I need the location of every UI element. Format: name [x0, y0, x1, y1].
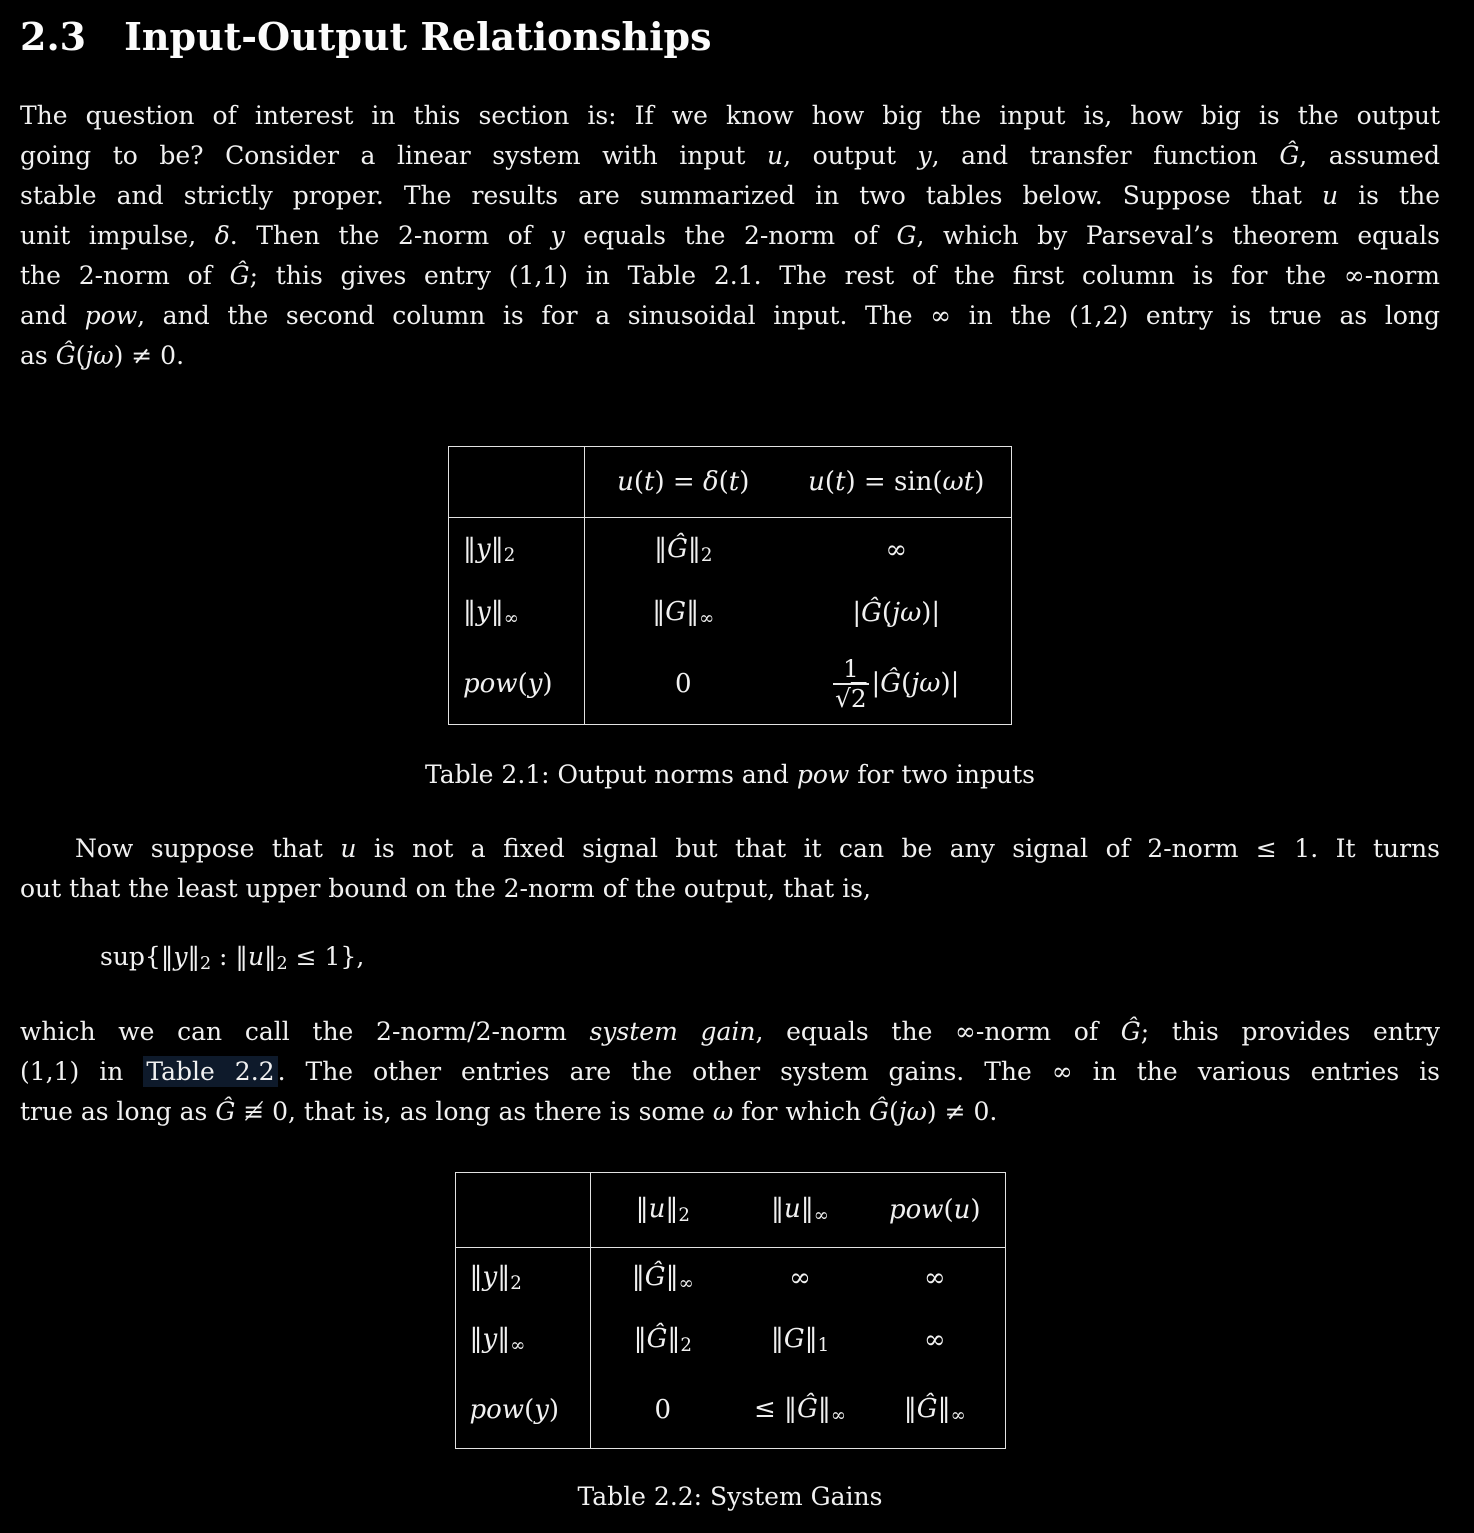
- table-2-2: [455, 1172, 1006, 1449]
- text-line: [20, 216, 1440, 256]
- table-row: [455, 1172, 1005, 1247]
- text-segment: , output: [783, 141, 918, 170]
- table-cell: [590, 1308, 735, 1372]
- text-segment: 1: [842, 653, 859, 683]
- text-segment: Ĝ: [644, 1261, 666, 1292]
- text-segment: ‖: [687, 534, 701, 564]
- text-segment: unit impulse,: [20, 221, 215, 250]
- text-segment: )|: [921, 598, 941, 628]
- table-cell: [782, 518, 1012, 583]
- text-segment: ∞: [510, 1334, 526, 1356]
- text-segment: (: [633, 467, 645, 497]
- text-segment: ∞: [678, 1272, 694, 1294]
- text-segment: ): [974, 467, 985, 497]
- text-segment: ): [739, 467, 750, 497]
- table-cell: [735, 1172, 865, 1247]
- text-segment: ‖: [497, 1261, 511, 1292]
- text-segment: ∞: [830, 1404, 846, 1426]
- text-segment: ∞: [699, 608, 715, 629]
- text-segment: t: [835, 467, 846, 497]
- text-segment: ‖: [463, 597, 476, 627]
- table-2-1: [448, 446, 1012, 725]
- text-segment: ‖: [804, 1323, 818, 1354]
- table-2-2-wrapper: [20, 1172, 1440, 1449]
- text-segment: ‖: [654, 534, 668, 564]
- text-line: [20, 869, 1440, 909]
- text-segment: t: [644, 467, 655, 497]
- text-segment: Now suppose that: [75, 834, 341, 863]
- text-segment: y: [173, 942, 188, 971]
- text-segment: u: [648, 1193, 666, 1224]
- text-segment: t: [728, 467, 740, 497]
- text-segment: G: [896, 221, 917, 250]
- text-segment: (: [881, 598, 893, 628]
- text-segment: √: [835, 684, 851, 713]
- text-segment: jω: [85, 341, 114, 370]
- text-segment: u: [247, 942, 265, 971]
- text-segment: ‖: [187, 942, 200, 971]
- text-line: [20, 256, 1440, 296]
- text-segment: ‖: [490, 534, 504, 564]
- text-line: [20, 1092, 1440, 1132]
- table-cell: [585, 447, 782, 518]
- table-cell: [449, 447, 585, 518]
- text-segment: Ĝ: [861, 598, 882, 628]
- text-line: [20, 176, 1440, 216]
- text-segment: (: [943, 1194, 954, 1225]
- text-segment: G: [783, 1323, 805, 1354]
- text-segment: Ĝ: [667, 534, 688, 564]
- text-segment: 2: [276, 953, 288, 974]
- text-segment: true as long as: [20, 1096, 216, 1126]
- table-cell: [590, 1172, 735, 1247]
- text-segment: 2: [199, 953, 212, 974]
- text-segment: Ĝ: [55, 341, 76, 370]
- text-segment: ‖: [631, 1261, 645, 1292]
- text-segment: Ĝ: [1120, 1016, 1141, 1046]
- text-segment: (: [524, 1394, 535, 1425]
- table-cell: [590, 1372, 735, 1449]
- text-segment: y: [527, 669, 543, 699]
- text-segment: ‖: [937, 1393, 951, 1424]
- text-segment: ∞: [923, 1324, 946, 1355]
- text-segment: ωt: [942, 467, 975, 497]
- text-segment: Ĝ: [229, 261, 250, 290]
- table-cell: [455, 1308, 590, 1372]
- text-segment: ) ≠ 0.: [113, 341, 185, 370]
- table-row: [449, 644, 1012, 725]
- text-segment: ∞: [950, 1404, 966, 1426]
- text-segment: pow: [463, 669, 518, 699]
- text-segment: (1,1) in: [20, 1056, 144, 1086]
- text-segment: ‖: [469, 1323, 483, 1354]
- text-segment: u: [1321, 181, 1339, 210]
- table-cell: [455, 1172, 590, 1247]
- text-segment: system gain: [589, 1016, 756, 1046]
- table-cell: [585, 582, 782, 644]
- table-cell: [782, 644, 1012, 725]
- text-segment: ≤ 1},: [287, 942, 365, 971]
- text-segment: y: [476, 534, 491, 564]
- text-segment: ∞: [923, 1262, 946, 1293]
- text-line: [20, 1012, 1440, 1052]
- table-cell: [585, 644, 782, 725]
- table-row: [449, 518, 1012, 583]
- text-segment: ‖: [817, 1393, 831, 1424]
- text-segment: 1: [817, 1334, 830, 1356]
- text-segment: , assumed: [1299, 141, 1440, 170]
- table-2-1-caption: [20, 755, 1440, 795]
- paragraph-system-gain: [20, 1012, 1440, 1132]
- table-2-2-caption: [20, 1477, 1440, 1517]
- sup-equation: [100, 937, 1440, 984]
- text-segment: Ĝ: [646, 1323, 668, 1354]
- text-segment: , and transfer function: [931, 141, 1280, 170]
- text-segment: 0: [654, 1394, 672, 1425]
- table-cell: [735, 1308, 865, 1372]
- text-segment: pow: [796, 760, 850, 789]
- text-segment: y: [550, 221, 565, 250]
- text-segment: Ĝ: [797, 1393, 818, 1424]
- text-segment: . The other entries are the other system gains. The ∞ in the various entries is: [277, 1056, 1440, 1086]
- text-segment: (: [75, 341, 86, 370]
- text-segment: ; this provides entry: [1140, 1016, 1440, 1046]
- text-segment: (: [888, 1096, 899, 1126]
- page-content: [0, 14, 1474, 1517]
- text-line: [20, 336, 1440, 376]
- text-segment: 2: [503, 545, 516, 566]
- text-segment: : ‖: [211, 942, 248, 971]
- text-segment: equals the 2-norm of: [564, 221, 897, 250]
- text-segment: ): [970, 1194, 981, 1225]
- fraction: [833, 655, 868, 714]
- text-segment: u: [808, 467, 825, 497]
- text-segment: pow: [469, 1394, 525, 1425]
- table-2-1-wrapper: [20, 446, 1440, 725]
- text-segment: ‖: [497, 1323, 511, 1354]
- text-segment: out that the least upper bound on the 2-norm of the output, that is,: [20, 874, 871, 903]
- table-row: [455, 1308, 1005, 1372]
- text-segment: ω: [712, 1096, 734, 1126]
- text-segment: u: [617, 467, 634, 497]
- table-cell: [865, 1372, 1005, 1449]
- text-segment: 2: [700, 545, 713, 566]
- text-segment: as: [20, 341, 56, 370]
- text-line: [20, 829, 1440, 869]
- table-row: [449, 582, 1012, 644]
- text-segment: ‖: [463, 534, 476, 564]
- text-segment: stable and strictly proper. The results are summarized in two tables below. Suppose that: [20, 181, 1322, 210]
- paragraph-intro: [20, 96, 1440, 376]
- text-segment: 2: [850, 684, 867, 713]
- text-segment: ; this gives entry (1,1) in Table 2.1. The rest of the first column is for the ∞-norm: [249, 261, 1440, 290]
- text-segment: ‖: [635, 1193, 649, 1224]
- text-segment: The question of interest in this section is: If we know how big the input is, how big is the output: [20, 101, 1440, 130]
- text-segment: (: [718, 467, 729, 497]
- text-segment: ∞: [813, 1204, 829, 1226]
- table-cell: [449, 518, 585, 583]
- text-segment: y: [482, 1261, 498, 1292]
- text-segment: jω: [898, 1096, 927, 1126]
- text-segment: ‖: [800, 1193, 814, 1224]
- table-cell: [782, 447, 1012, 518]
- table-cell: [735, 1247, 865, 1308]
- text-segment: ‖: [264, 942, 277, 971]
- text-segment: ) ≠ 0.: [926, 1096, 998, 1126]
- text-segment: u: [767, 141, 784, 170]
- text-segment: Table 2.2: System Gains: [577, 1481, 883, 1511]
- text-segment: ‖: [771, 1193, 785, 1224]
- text-segment: . Then the 2-norm of: [229, 221, 551, 250]
- text-segment: y: [476, 597, 491, 627]
- text-segment: ) =: [654, 467, 703, 497]
- text-segment: Ĝ: [869, 1096, 889, 1126]
- text-segment: ): [542, 669, 553, 699]
- text-segment: (: [517, 669, 528, 699]
- text-segment: pow: [888, 1194, 944, 1225]
- text-segment: Ĝ: [916, 1393, 938, 1424]
- text-segment: ‖: [665, 1193, 679, 1224]
- text-segment: , equals the ∞-norm of: [755, 1016, 1121, 1046]
- text-segment: ‖: [903, 1393, 917, 1424]
- text-segment: )|: [940, 668, 960, 698]
- text-segment: going to be? Consider a linear system with input: [20, 141, 768, 170]
- text-segment: the 2-norm of: [20, 261, 230, 290]
- table-cell: [585, 518, 782, 583]
- table-cell: [865, 1172, 1005, 1247]
- text-segment: , and the second column is for a sinusoidal input. The ∞ in the (1,2) entry is true as long: [137, 301, 1440, 330]
- text-segment: and: [20, 301, 85, 330]
- text-segment: for which: [733, 1096, 869, 1126]
- text-segment: Ĝ: [215, 1096, 236, 1126]
- table-cell: [865, 1308, 1005, 1372]
- text-segment: ) = sin(: [845, 467, 943, 497]
- text-segment: 2: [510, 1272, 522, 1294]
- text-segment: ‖: [469, 1261, 483, 1292]
- text-segment: ‖: [490, 597, 504, 627]
- text-segment: for two inputs: [849, 760, 1035, 789]
- section-heading: [20, 14, 1440, 60]
- table-cell: [449, 644, 585, 725]
- text-segment: 2: [678, 1204, 690, 1226]
- text-segment: jω: [911, 668, 941, 698]
- section-title: Input-Output Relationships: [124, 14, 712, 59]
- table-cell: [782, 582, 1012, 644]
- table-2-2-link[interactable]: Table 2.2: [143, 1056, 277, 1087]
- text-segment: ∞: [789, 1262, 811, 1293]
- text-segment: ‖: [770, 1323, 784, 1354]
- text-segment: u: [953, 1194, 971, 1225]
- section-number: 2.3: [20, 14, 87, 59]
- text-line: [20, 1052, 1440, 1092]
- text-segment: is the: [1338, 181, 1440, 210]
- table-row: [449, 447, 1012, 518]
- text-segment: ‖: [633, 1323, 647, 1354]
- text-segment: pow: [84, 301, 138, 330]
- text-line: [20, 136, 1440, 176]
- text-segment: ≤ ‖: [754, 1393, 798, 1424]
- table-row: [455, 1372, 1005, 1449]
- text-segment: is not a fixed signal but that it can be any signal of 2-norm ≤ 1. It turns: [356, 834, 1440, 863]
- text-segment: y: [917, 141, 932, 170]
- text-segment: sup{‖: [100, 942, 174, 971]
- table-row: [455, 1247, 1005, 1308]
- text-segment: y: [534, 1394, 549, 1425]
- text-segment: δ: [702, 467, 719, 497]
- text-segment: ‖: [686, 597, 700, 627]
- text-segment: which we can call the 2-norm/2-norm: [20, 1016, 590, 1046]
- paragraph-suppose: [20, 829, 1440, 909]
- table-cell: [449, 582, 585, 644]
- text-segment: , which by Parseval’s theorem equals: [916, 221, 1441, 250]
- text-segment: (: [824, 467, 836, 497]
- text-segment: Ĝ: [1279, 141, 1300, 170]
- text-segment: δ: [214, 221, 230, 250]
- text-segment: (: [901, 668, 912, 698]
- text-segment: jω: [892, 598, 922, 628]
- table-cell: [455, 1247, 590, 1308]
- text-segment: |: [852, 598, 862, 628]
- text-segment: u: [340, 834, 357, 863]
- table-cell: [590, 1247, 735, 1308]
- text-line: [20, 296, 1440, 336]
- text-segment: G: [665, 597, 687, 627]
- table-cell: [865, 1247, 1005, 1308]
- text-segment: Ĝ: [880, 668, 902, 698]
- table-cell: [735, 1372, 865, 1449]
- text-segment: 0: [674, 669, 692, 699]
- text-segment: 2: [680, 1334, 692, 1356]
- text-segment: ≢ 0, that is, as long as there is some: [235, 1096, 713, 1126]
- table-cell: [455, 1372, 590, 1449]
- text-segment: ‖: [652, 597, 666, 627]
- text-segment: ∞: [885, 535, 908, 565]
- text-segment: y: [482, 1323, 498, 1354]
- text-segment: ): [548, 1394, 560, 1425]
- text-segment: ‖: [667, 1323, 681, 1354]
- text-line: [20, 96, 1440, 136]
- text-segment: Table 2.1: Output norms and: [425, 760, 797, 789]
- text-segment: ‖: [665, 1261, 679, 1292]
- text-segment: u: [784, 1193, 801, 1224]
- text-segment: ∞: [503, 608, 519, 629]
- text-segment: |: [871, 668, 881, 698]
